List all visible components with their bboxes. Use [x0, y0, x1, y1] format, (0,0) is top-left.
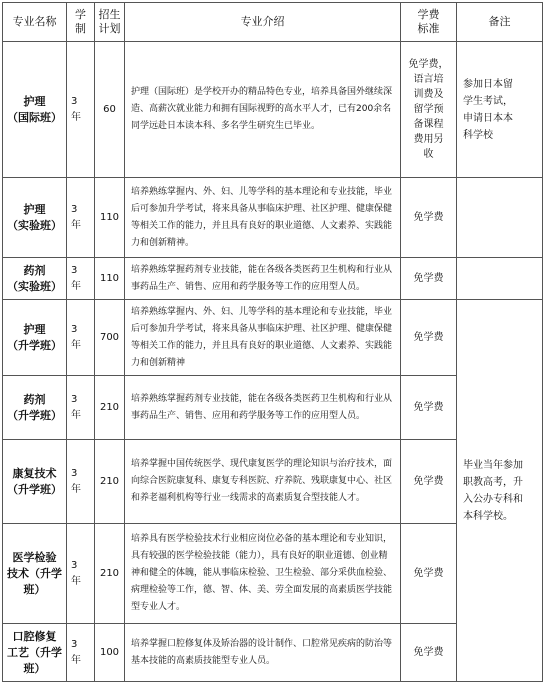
major-name: 护理 （国际班）	[3, 42, 67, 178]
remark	[457, 258, 543, 300]
study-years: 3 年	[67, 440, 95, 524]
study-years: 3 年	[67, 524, 95, 624]
study-years: 3 年	[67, 42, 95, 178]
enrollment-table	[2, 2, 543, 682]
major-name: 医学检验 技术（升学 班）	[3, 524, 67, 624]
remark: 毕业当年参加 职教高考，升 入公办专科和 本科学校。	[457, 300, 543, 682]
tuition-fee: 免学费， 语言培 训费及 留学预 备课程 费用另 收	[401, 42, 457, 178]
study-years: 3 年	[67, 376, 95, 440]
tuition-fee: 免学费	[401, 376, 457, 440]
enrollment-quota: 210	[95, 376, 125, 440]
major-intro: 培养掌握中国传统医学、现代康复医学的理论知识与治疗技术，面向综合医院康复科、康复专科医院、疗养院、残联康复中心、社区和养老福利机构等行业一线需求的高素质复合型技能人才。	[125, 440, 401, 524]
remark: 参加日本留 学生考试， 申请日本本 科学校	[457, 42, 543, 178]
remark	[457, 178, 543, 258]
major-name: 药剂 （升学班）	[3, 376, 67, 440]
study-years: 3 年	[67, 258, 95, 300]
table-row	[3, 42, 543, 178]
tuition-fee: 免学费	[401, 440, 457, 524]
enrollment-quota: 110	[95, 178, 125, 258]
enrollment-quota: 210	[95, 440, 125, 524]
major-intro: 培养掌握口腔修复体及矫治器的设计制作、口腔常见疾病的防治等基本技能的高素质技能型专业人员。	[125, 624, 401, 682]
enrollment-quota: 210	[95, 524, 125, 624]
enrollment-quota: 110	[95, 258, 125, 300]
header-intro: 专业介绍	[125, 3, 401, 42]
enrollment-quota: 100	[95, 624, 125, 682]
header-note: 备注	[457, 3, 543, 42]
table-row	[3, 178, 543, 258]
tuition-fee: 免学费	[401, 258, 457, 300]
tuition-fee: 免学费	[401, 300, 457, 376]
header-name: 专业名称	[3, 3, 67, 42]
table-row	[3, 300, 543, 376]
tuition-fee: 免学费	[401, 524, 457, 624]
major-name: 护理 （升学班）	[3, 300, 67, 376]
major-name: 康复技术 （升学班）	[3, 440, 67, 524]
header-system: 学 制	[67, 3, 95, 42]
header-row	[3, 3, 543, 42]
table-row	[3, 258, 543, 300]
major-intro: 培养熟练掌握内、外、妇、儿等学科的基本理论和专业技能，毕业后可参加升学考试，将来具备从事临床护理、社区护理、健康保健等相关工作的能力，并且具有良好的职业道德、人文素养、实践能力和创新精神	[125, 300, 401, 376]
tuition-fee: 免学费	[401, 178, 457, 258]
study-years: 3 年	[67, 624, 95, 682]
major-intro: 培养具有医学检验技术行业相应岗位必备的基本理论和专业知识，具有较强的医学检验技能（能力），具有良好的职业道德、创业精神和健全的体魄，能从事临床检验、卫生检验、部分采供血检验、病理检验等工作，德、智、体、美、劳全面发展的高素质医学技能型专业人才。	[125, 524, 401, 624]
enrollment-quota: 700	[95, 300, 125, 376]
study-years: 3 年	[67, 178, 95, 258]
header-quota: 招生 计划	[95, 3, 125, 42]
major-name: 护理 （实验班）	[3, 178, 67, 258]
tuition-fee: 免学费	[401, 624, 457, 682]
study-years: 3 年	[67, 300, 95, 376]
major-name: 药剂 （实验班）	[3, 258, 67, 300]
major-intro: 培养熟练掌握药剂专业技能，能在各级各类医药卫生机构和行业从事药品生产、销售、应用和药学服务等工作的应用型人员。	[125, 376, 401, 440]
major-intro: 培养熟练掌握药剂专业技能，能在各级各类医药卫生机构和行业从事药品生产、销售、应用和药学服务等工作的应用型人员。	[125, 258, 401, 300]
enrollment-quota: 60	[95, 42, 125, 178]
major-intro: 护理（国际班）是学校开办的精品特色专业，培养具备国外继续深造、高薪次就业能力和拥有国际视野的高水平人才，已有200余名同学远赴日本读本科、多名学生研究生已毕业。	[125, 42, 401, 178]
major-intro: 培养熟练掌握内、外、妇、儿等学科的基本理论和专业技能，毕业后可参加升学考试，将来具备从事临床护理、社区护理、健康保健等相关工作的能力，并且具有良好的职业道德、人文素养、实践能力和创新精神。	[125, 178, 401, 258]
header-fee: 学费 标准	[401, 3, 457, 42]
major-name: 口腔修复 工艺（升学 班）	[3, 624, 67, 682]
